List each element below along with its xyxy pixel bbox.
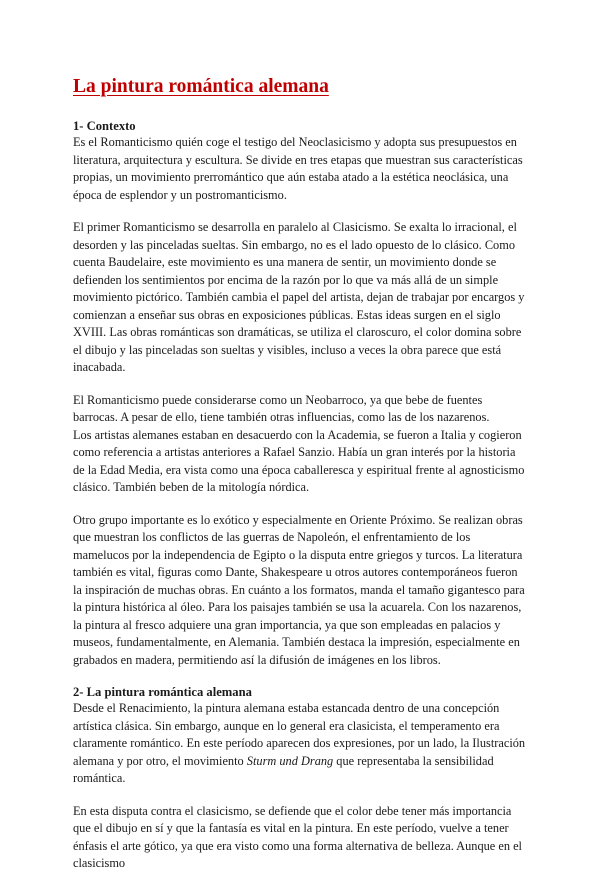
paragraph: [73, 700, 528, 788]
paragraph: En esta disputa contra el clasicismo, se defiende que el color debe tener más importancia que el dibujo en sí y que la fantasía es vital en la pintura. En este período, vuelve a tener énfasis el arte gótico, ya que era visto como una forma alternativa de belleza. Aunque en el clasicismo: [73, 803, 522, 870]
section-heading-pintura-romantica-alemana: 2- La pintura romántica alemana: [73, 685, 252, 699]
section-heading-contexto: 1- Contexto: [73, 119, 136, 133]
paragraph-text: que representaba la sensibilidad romántica.: [73, 753, 494, 785]
document-title: La pintura romántica alemana: [73, 76, 329, 97]
paragraph: El primer Romanticismo se desarrolla en paralelo al Clasicismo. Se exalta lo irracional, el desorden y las pinceladas sueltas. Sin embargo, no es el lado opuesto de lo clásico. Como cuenta Baudelaire, este movimiento es una manera de sentir, un movimiento donde se defienden los sentimientos por encima de la razón por lo que va más allá de un simple movimiento pictórico. También cambia el papel del artista, dejan de trabajar por encargos y comienzan a enseñar sus obras en exposiciones públicas. Estas ideas surgen en el siglo XVIII. Las obras románticas son dramáticas, se utiliza el claroscuro, el color domina sobre el dibujo y las pinceladas son sueltas y visibles, incluso a veces la obra parece que está inacabada.: [73, 220, 525, 374]
italic-term: Sturm und Drang: [246, 753, 334, 768]
document-page: [73, 74, 528, 888]
paragraph: Es el Romanticismo quién coge el testigo del Neoclasicismo y adopta sus presupuestos en literatura, arquitectura y escultura. Se divide en tres etapas que muestran sus características propias, un movimiento prerromántico que aún estaba atado a la estética neoclásica, una época de esplendor y un postromanticismo.: [73, 135, 523, 202]
paragraph: El Romanticismo puede considerarse como un Neobarroco, ya que bebe de fuentes barrocas. A pesar de ello, tiene también otras influencias, como las de los nazarenos.: [73, 392, 490, 424]
paragraph-text: Desde el Renacimiento, la pintura alemana estaba estancada dentro de una concepción artística clásica. Sin embargo, aunque en lo general era clasicista, el temperamento era claramente romántico. En este período aparecen dos expresiones, por un lado, la Ilustración alemana y por otro, el movimiento: [73, 701, 526, 768]
paragraph: Los artistas alemanes estaban en desacuerdo con la Academia, se fueron a Italia y cogieron como referencia a artistas anteriores a Rafael Sanzio. Había un gran interés por la historia de la Edad Media, era vista como una época caballeresca y espiritual frente al agnosticismo clásico. También beben de la mitología nórdica.: [73, 427, 525, 494]
paragraph: Otro grupo importante es lo exótico y especialmente en Oriente Próximo. Se realizan obras que muestran los conflictos de las guerras de Napoleón, el enfrentamiento de los mamelucos por la independencia de Egipto o la disputa entre griegos y turcos. La literatura también es vital, figuras como Dante, Shakespeare u otros autores contemporáneos fueron la inspiración de muchas obras. En cuánto a los formatos, manda el tamaño gigantesco para la pintura histórica al óleo. Para los paisajes también se usa la acuarela. Con los nazarenos, la pintura al fresco adquiere una gran importancia, ya que son empleadas en palacios y museos, fundamentalmente, en Alemania. También destaca la impresión, especialmente en grabados en madera, permitiendo así la difusión de imágenes en los libros.: [73, 512, 525, 667]
